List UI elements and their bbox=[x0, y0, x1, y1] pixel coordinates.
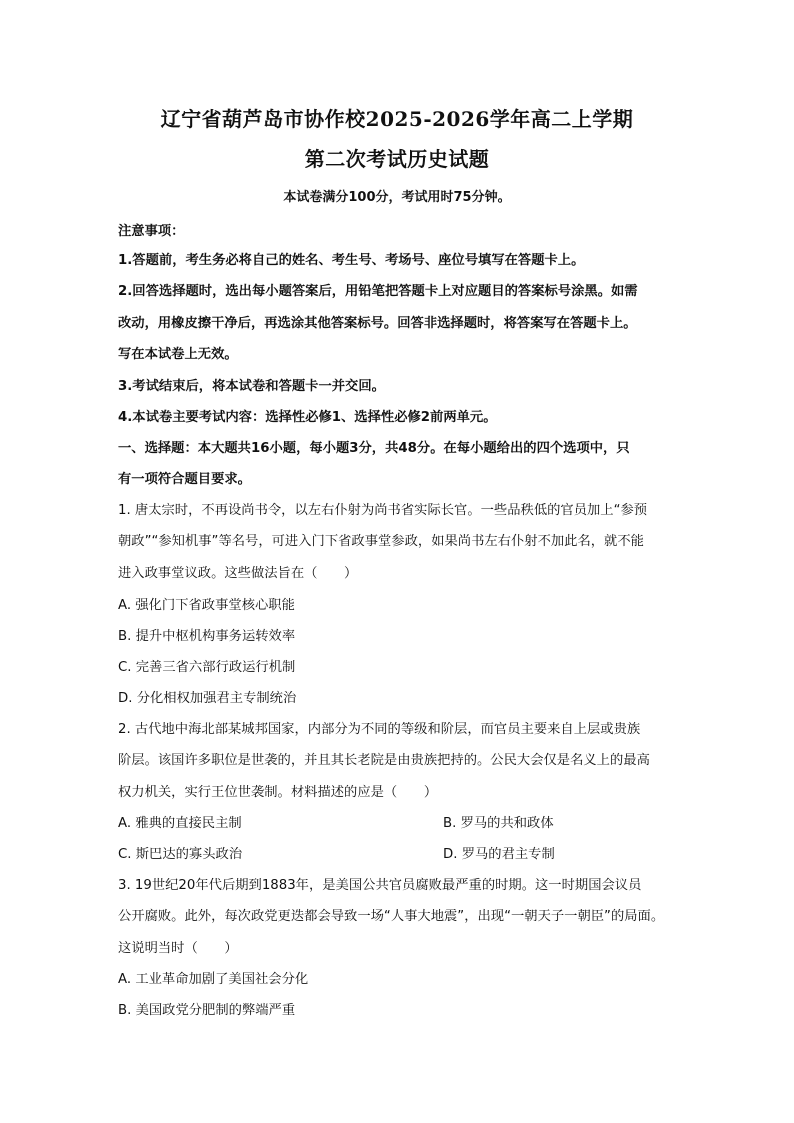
exam-title-line1: 辽宁省葫芦岛市协作校2025-2026学年高二上学期 bbox=[160, 107, 634, 131]
q1-option-b: B. 提升中枢机构事务运转效率 bbox=[118, 629, 296, 644]
section1-heading-line2: 有一项符合题目要求。 bbox=[118, 472, 251, 487]
notice-item-2-line3: 写在本试卷上无效。 bbox=[118, 347, 238, 362]
q1-option-a: A. 强化门下省政事堂核心职能 bbox=[118, 598, 295, 613]
q1-option-d: D. 分化相权加强君主专制统治 bbox=[118, 691, 297, 706]
notice-item-3: 3.考试结束后，将本试卷和答题卡一并交回。 bbox=[118, 379, 385, 394]
exam-subtitle: 本试卷满分100分，考试用时75分钟。 bbox=[283, 190, 511, 205]
exam-title-line2: 第二次考试历史试题 bbox=[304, 147, 490, 171]
notice-heading: 注意事项： bbox=[118, 224, 185, 239]
notice-item-2-line2: 改动，用橡皮擦干净后，再选涂其他答案标号。回答非选择题时，将答案写在答题卡上。 bbox=[118, 316, 637, 331]
q2-option-c: C. 斯巴达的寡头政治 bbox=[118, 847, 243, 862]
notice-item-1: 1.答题前，考生务必将自己的姓名、考生号、考场号、座位号填写在答题卡上。 bbox=[118, 253, 585, 268]
notice-item-2-line1: 2.回答选择题时，选出每小题答案后，用铅笔把答题卡上对应题目的答案标号涂黑。如需 bbox=[118, 284, 638, 299]
notice-item-4: 4.本试卷主要考试内容：选择性必修1、选择性必修2前两单元。 bbox=[118, 410, 497, 425]
q3-option-a: A. 工业革命加剧了美国社会分化 bbox=[118, 972, 309, 987]
q1-stem-line3: 进入政事堂议政。这些做法旨在（ ） bbox=[118, 566, 358, 581]
q2-stem-line3: 权力机关，实行王位世袭制。材料描述的应是（ ） bbox=[118, 785, 438, 800]
q3-stem-line3: 这说明当时（ ） bbox=[118, 941, 238, 956]
q3-option-b: B. 美国政党分肥制的弊端严重 bbox=[118, 1003, 296, 1018]
section1-heading-line1: 一、选择题：本大题共16小题，每小题3分，共48分。在每小题给出的四个选项中，只 bbox=[118, 441, 630, 456]
q1-stem-line2: 朝政”“参知机事”等名号，可进入门下省政事堂参政，如果尚书左右仆射不加此名，就不能 bbox=[118, 534, 644, 549]
q3-stem-line2: 公开腐败。此外，每次政党更迭都会导致一场“人事大地震”，出现“一朝天子一朝臣”的局面。 bbox=[118, 909, 665, 924]
q2-stem-line1: 2. 古代地中海北部某城邦国家，内部分为不同的等级和阶层，而官员主要来自上层或贵族 bbox=[118, 722, 641, 737]
q3-stem-line1: 3. 19世纪20年代后期到1883年，是美国公共官员腐败最严重的时期。这一时期国会议员 bbox=[118, 878, 642, 893]
q2-option-a: A. 雅典的直接民主制 bbox=[118, 816, 242, 831]
q2-stem-line2: 阶层。该国许多职位是世袭的，并且其长老院是由贵族把持的。公民大会仅是名义上的最高 bbox=[118, 753, 650, 768]
q2-option-b: B. 罗马的共和政体 bbox=[443, 816, 554, 831]
q1-option-c: C. 完善三省六部行政运行机制 bbox=[118, 660, 296, 675]
q2-option-d: D. 罗马的君主专制 bbox=[443, 847, 555, 862]
q1-stem-line1: 1. 唐太宗时，不再设尚书令，以左右仆射为尚书省实际长官。一些品秩低的官员加上“参预 bbox=[118, 503, 648, 518]
